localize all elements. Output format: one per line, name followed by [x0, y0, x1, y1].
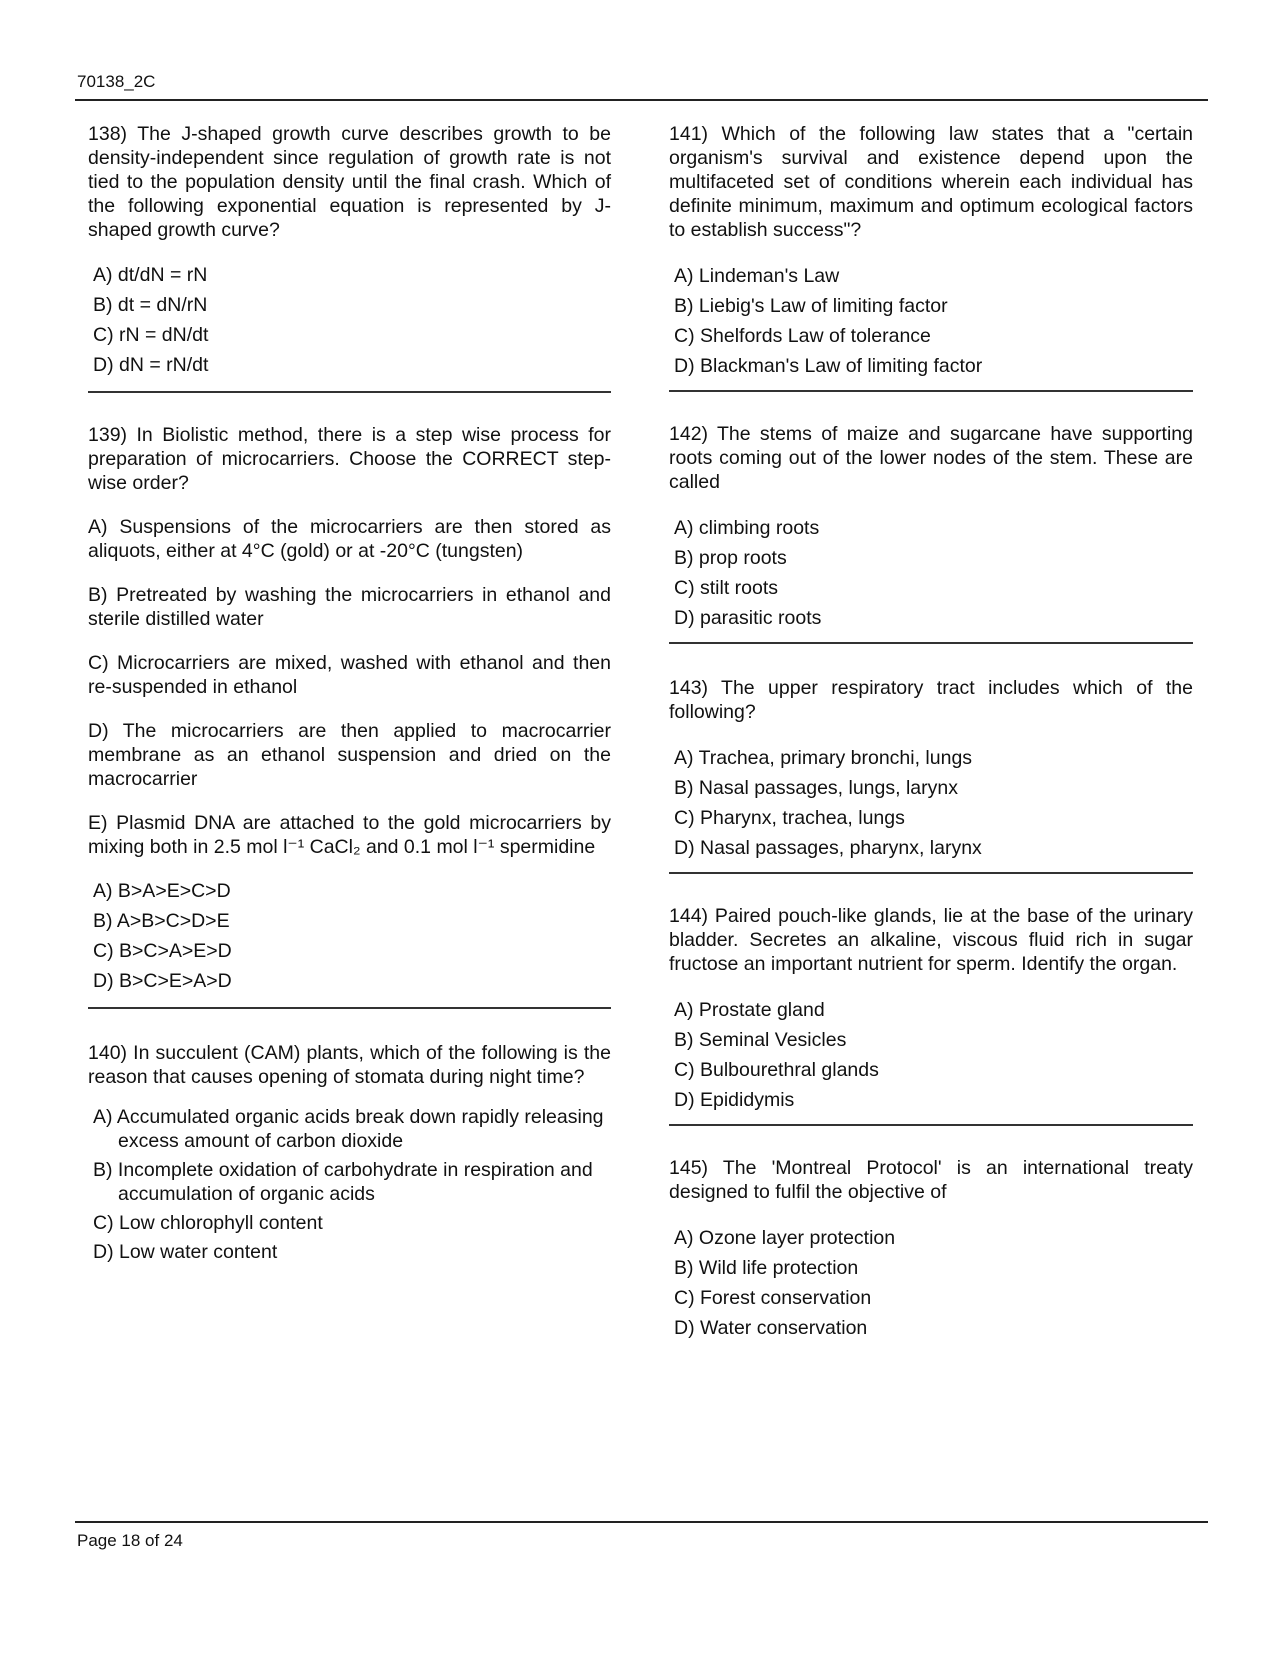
option-b: B) Incomplete oxidation of carbohydrate in respiration and accumulation of organic acids [93, 1159, 593, 1205]
question-stem: 145) The 'Montreal Protocol' is an international treaty designed to fulfil the objective of [669, 1157, 1193, 1203]
option-b: B) Liebig's Law of limiting factor [674, 295, 948, 317]
option-b: B) Wild life protection [674, 1257, 859, 1279]
option-d: D) Nasal passages, pharynx, larynx [674, 837, 982, 859]
question-stem: 144) Paired pouch-like glands, lie at the base of the urinary bladder. Secretes an alkaline, viscous fluid rich in sugar fructose an important nutrient for sperm. Identify the organ. [669, 905, 1193, 975]
question-stem: 141) Which of the following law states that a "certain organism's survival and existence depend upon the multifaceted set of conditions wherein each individual has definite minimum, maximum and optimum ecological factors to establish success"? [669, 123, 1193, 241]
question-144 [669, 904, 1193, 1112]
options-list [669, 264, 1193, 378]
question-138 [88, 122, 611, 377]
option-c: C) B>C>A>E>D [93, 940, 232, 962]
step-d: D) The microcarriers are then applied to macrocarrier membrane as an ethanol suspension and dried on the macrocarrier [88, 720, 611, 790]
option-a: A) dt/dN = rN [93, 264, 208, 286]
page-number: Page 18 of 24 [77, 1531, 183, 1550]
question-divider [669, 872, 1193, 874]
question-divider [669, 1124, 1193, 1126]
document-code: 70138_2C [77, 72, 156, 91]
step-b: B) Pretreated by washing the microcarriers in ethanol and sterile distilled water [88, 584, 611, 630]
question-stem: 140) In succulent (CAM) plants, which of the following is the reason that causes opening of stomata during night time? [88, 1042, 611, 1088]
step-c: C) Microcarriers are mixed, washed with ethanol and then re-suspended in ethanol [88, 652, 611, 698]
question-stem: 139) In Biolistic method, there is a step wise process for preparation of microcarriers. Choose the CORRECT step-wise order? [88, 424, 611, 494]
option-d: D) Blackman's Law of limiting factor [674, 355, 983, 377]
option-d: D) parasitic roots [674, 607, 822, 629]
steps-list [88, 515, 611, 859]
option-a: A) Trachea, primary bronchi, lungs [674, 747, 973, 769]
option-c: C) Low chlorophyll content [93, 1212, 323, 1234]
option-c: C) Pharynx, trachea, lungs [674, 807, 905, 829]
footer-rule [75, 1521, 1208, 1523]
options-list [88, 879, 611, 993]
question-141 [669, 122, 1193, 378]
question-145 [669, 1156, 1193, 1340]
option-d: D) B>C>E>A>D [93, 970, 232, 992]
question-143 [669, 676, 1193, 860]
question-stem: 142) The stems of maize and sugarcane have supporting roots coming out of the lower nodes of the stem. These are called [669, 423, 1193, 493]
option-d: D) dN = rN/dt [93, 354, 209, 376]
option-d: D) Epididymis [674, 1089, 795, 1111]
question-divider [669, 390, 1193, 392]
option-b: B) dt = dN/rN [93, 294, 208, 316]
left-column [88, 122, 611, 1269]
step-a: A) Suspensions of the microcarriers are then stored as aliquots, either at 4°C (gold) or at -20°C (tungsten) [88, 516, 611, 562]
option-a: A) B>A>E>C>D [93, 880, 231, 902]
options-list [669, 516, 1193, 630]
options-list [88, 1105, 611, 1264]
option-a: A) Lindeman's Law [674, 265, 840, 287]
question-140 [88, 1041, 611, 1264]
question-139 [88, 423, 611, 993]
question-142 [669, 422, 1193, 630]
question-divider [669, 642, 1193, 644]
right-column [669, 122, 1193, 1346]
option-c: C) stilt roots [674, 577, 779, 599]
option-a: A) climbing roots [674, 517, 820, 539]
option-c: C) Bulbourethral glands [674, 1059, 879, 1081]
option-b: B) prop roots [674, 547, 787, 569]
step-e: E) Plasmid DNA are attached to the gold microcarriers by mixing both in 2.5 mol l⁻¹ CaCl₂ and 0.1 mol l⁻¹ spermidine [88, 812, 611, 858]
option-d: D) Water conservation [674, 1317, 868, 1339]
option-b: B) A>B>C>D>E [93, 910, 230, 932]
option-c: C) rN = dN/dt [93, 324, 209, 346]
option-c: C) Forest conservation [674, 1287, 872, 1309]
question-divider [88, 391, 611, 393]
option-a: A) Prostate gland [674, 999, 825, 1021]
options-list [669, 1226, 1193, 1340]
question-divider [88, 1007, 611, 1009]
options-list [88, 263, 611, 377]
option-a: A) Ozone layer protection [674, 1227, 896, 1249]
option-a: A) Accumulated organic acids break down rapidly releasing excess amount of carbon dioxide [93, 1106, 604, 1152]
question-stem: 143) The upper respiratory tract includes which of the following? [669, 677, 1193, 723]
question-stem: 138) The J-shaped growth curve describes growth to be density-independent since regulation of growth rate is not tied to the population density until the final crash. Which of the following exponential equation is represented by J-shaped growth curve? [88, 123, 611, 241]
options-list [669, 998, 1193, 1112]
option-b: B) Seminal Vesicles [674, 1029, 847, 1051]
header-rule [75, 99, 1208, 101]
option-c: C) Shelfords Law of tolerance [674, 325, 931, 347]
option-b: B) Nasal passages, lungs, larynx [674, 777, 958, 799]
option-d: D) Low water content [93, 1241, 278, 1263]
options-list [669, 746, 1193, 860]
